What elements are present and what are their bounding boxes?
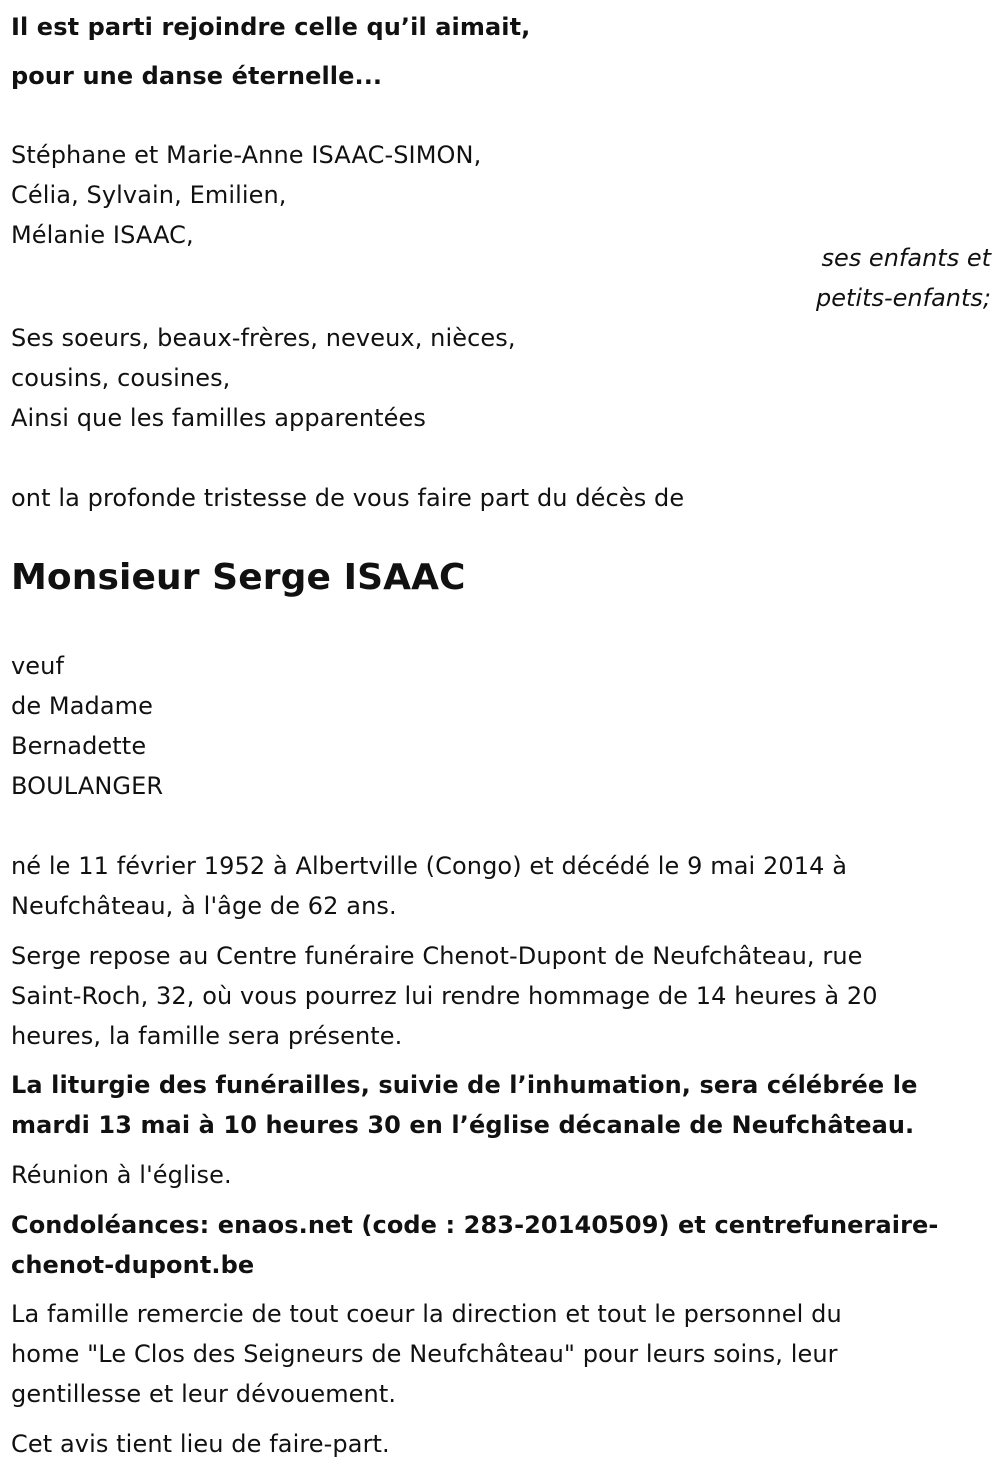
family-line-3: Mélanie ISAAC, <box>11 221 194 249</box>
meeting-place: Réunion à l'église. <box>11 1161 232 1189</box>
deceased-name: Monsieur Serge ISAAC <box>11 557 466 598</box>
widower-line-3: Bernadette <box>11 732 147 760</box>
intro-line-1: Il est parti rejoindre celle qu’il aimait, <box>11 13 531 41</box>
relatives-line-2: cousins, cousines, <box>11 364 231 392</box>
condolences-line-1: Condoléances: enaos.net (code : 283-20140509) et centrefuneraire- <box>11 1211 939 1239</box>
rest-line-2: Saint-Roch, 32, où vous pourrez lui rendre hommage de 14 heures à 20 <box>11 982 878 1010</box>
thanks-line-1: La famille remercie de tout coeur la direction et tout le personnel du <box>11 1300 842 1328</box>
thanks-line-2: home "Le Clos des Seigneurs de Neufchâteau" pour leurs soins, leur <box>11 1340 838 1368</box>
widower-line-1: veuf <box>11 652 65 680</box>
announcement: ont la profonde tristesse de vous faire part du décès de <box>11 484 685 512</box>
widower-line-4: BOULANGER <box>11 772 164 800</box>
liturgy-line-1: La liturgie des funérailles, suivie de l’inhumation, sera célébrée le <box>11 1071 918 1099</box>
liturgy-line-2: mardi 13 mai à 10 heures 30 en l’église décanale de Neufchâteau. <box>11 1111 915 1139</box>
intro-line-2: pour une danse éternelle... <box>11 62 383 90</box>
birth-death-line-2: Neufchâteau, à l'âge de 62 ans. <box>11 892 397 920</box>
condolences-line-2: chenot-dupont.be <box>11 1251 255 1279</box>
family-role-line-1: ses enfants et <box>821 244 991 272</box>
family-line-2: Célia, Sylvain, Emilien, <box>11 181 287 209</box>
family-role-line-2: petits-enfants; <box>816 284 991 312</box>
birth-death-line-1: né le 11 février 1952 à Albertville (Congo) et décédé le 9 mai 2014 à <box>11 852 848 880</box>
closing-note: Cet avis tient lieu de faire-part. <box>11 1430 390 1458</box>
family-line-1: Stéphane et Marie-Anne ISAAC-SIMON, <box>11 141 482 169</box>
relatives-line-3: Ainsi que les familles apparentées <box>11 404 426 432</box>
rest-line-3: heures, la famille sera présente. <box>11 1022 403 1050</box>
widower-line-2: de Madame <box>11 692 154 720</box>
thanks-line-3: gentillesse et leur dévouement. <box>11 1380 397 1408</box>
relatives-line-1: Ses soeurs, beaux-frères, neveux, nièces, <box>11 324 516 352</box>
rest-line-1: Serge repose au Centre funéraire Chenot-Dupont de Neufchâteau, rue <box>11 942 863 970</box>
